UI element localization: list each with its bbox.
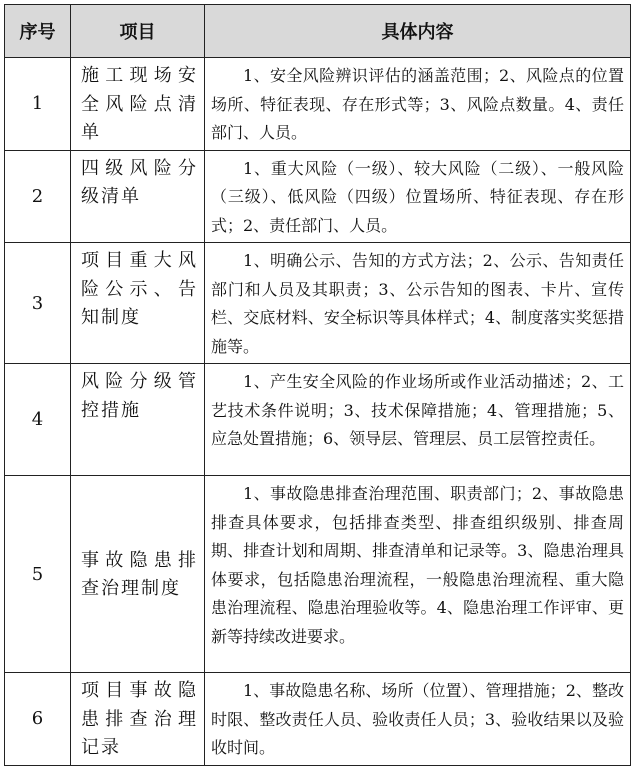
row-item: 事故隐患排查治理制度	[71, 476, 205, 673]
row-content: 1、明确公示、告知的方式方法；2、公示、告知责任部门和人员及其职责；3、公示告知的图表、卡片、宣传栏、交底材料、安全标识等具体样式；4、制度落实奖惩措施等。	[205, 243, 631, 364]
row-number: 1	[5, 58, 71, 151]
row-content: 1、事故隐患排查治理范围、职责部门；2、事故隐患排查具体要求，包括排查类型、排查组织级别、排查周期、排查计划和周期、排查清单和记录等。3、隐患治理具体要求，包括隐患治理流程，一般隐患治理流程、重大隐患治理流程、隐患治理验收等。4、隐患治理工作评审、更新等持续改进要求。	[205, 476, 631, 673]
row-content: 1、事故隐患名称、场所（位置）、管理措施；2、整改时限、整改责任人员、验收责任人员；3、验收结果以及验收时间。	[205, 673, 631, 766]
row-content: 1、重大风险（一级）、较大风险（二级）、一般风险（三级）、低风险（四级）位置场所、特征表现、存在形式；2、责任部门、人员。	[205, 150, 631, 243]
row-item: 四级风险分级清单	[71, 150, 205, 243]
row-item: 项目事故隐患排查治理记录	[71, 673, 205, 766]
table-row	[5, 58, 631, 151]
table-header-row	[5, 5, 631, 58]
header-serial-number: 序号	[5, 5, 71, 58]
row-item: 项目重大风险公示、告知制度	[71, 243, 205, 364]
header-item: 项目	[71, 5, 205, 58]
row-number: 6	[5, 673, 71, 766]
table-row	[5, 364, 631, 476]
header-content: 具体内容	[205, 5, 631, 58]
risk-management-table	[4, 4, 631, 766]
table-row	[5, 673, 631, 766]
row-number: 2	[5, 150, 71, 243]
row-number: 4	[5, 364, 71, 476]
table-row	[5, 243, 631, 364]
row-number: 3	[5, 243, 71, 364]
row-item: 施工现场安全风险点清单	[71, 58, 205, 151]
row-content: 1、安全风险辨识评估的涵盖范围；2、风险点的位置场所、特征表现、存在形式等；3、风险点数量。4、责任部门、人员。	[205, 58, 631, 151]
row-content: 1、产生安全风险的作业场所或作业活动描述；2、工艺技术条件说明；3、技术保障措施；4、管理措施；5、应急处置措施；6、领导层、管理层、员工层管控责任。	[205, 364, 631, 476]
table-row	[5, 150, 631, 243]
row-item: 风险分级管控措施	[71, 364, 205, 476]
table-row	[5, 476, 631, 673]
row-number: 5	[5, 476, 71, 673]
